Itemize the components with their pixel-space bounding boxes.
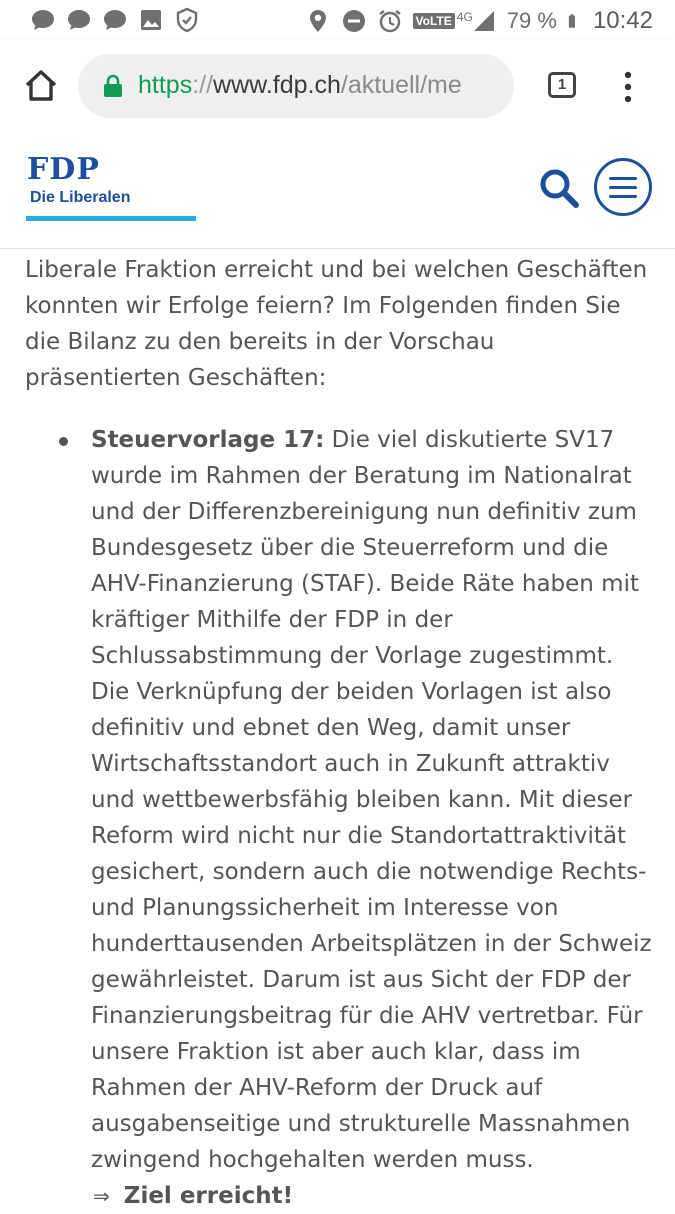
achievement-list	[25, 422, 655, 1214]
arrow-right-icon: ⇒	[93, 1184, 110, 1208]
logo-wordmark: FDP	[27, 152, 100, 187]
url-path: /aktuell/me	[340, 71, 462, 99]
chat-bubble-icon	[102, 7, 128, 33]
url-host: www.fdp.ch	[213, 71, 341, 99]
alarm-icon	[377, 8, 403, 34]
menu-line	[609, 186, 637, 189]
volte-indicator: VoLTE	[413, 13, 455, 29]
image-icon	[138, 7, 164, 33]
url-protocol: https	[138, 71, 193, 99]
search-icon[interactable]	[537, 166, 581, 210]
menu-line	[609, 195, 637, 198]
more-vert-icon[interactable]	[618, 70, 638, 104]
lock-icon	[102, 74, 124, 98]
tab-switcher-button[interactable]: 1	[548, 72, 576, 98]
network-type: 4G	[456, 10, 473, 24]
site-header	[0, 132, 675, 249]
battery-icon	[567, 8, 583, 34]
url-text[interactable]	[138, 71, 462, 100]
home-icon[interactable]	[22, 67, 60, 105]
result-text: Ziel erreicht!	[123, 1183, 294, 1209]
battery-percent: 79 %	[506, 8, 557, 33]
status-bar	[0, 0, 675, 40]
logo-tagline: Die Liberalen	[30, 189, 131, 206]
location-icon	[305, 8, 331, 34]
clock: 10:42	[592, 7, 653, 34]
do-not-disturb-icon	[341, 8, 367, 34]
logo-underline	[26, 216, 196, 221]
browser-toolbar	[0, 40, 675, 132]
item-body: Die viel diskutierte SV17 wurde im Rahmen der Beratung im Nationalrat und der Differenzbereinigung nun definitiv zum Bundesgesetz über die Steuerreform und die AHV-Finanzierung (STAF). Beide Räte haben mit kräftiger Mithilfe der FDP in der Schlussabstimmung der Vorlage zugestimmt. Die Verknüpfung der beiden Vorlagen ist also definitiv und ebnet den Weg, damit unser Wirtschaftsstandort auch in Zukunft attraktiv und wettbewerbsfähig bleiben kann. Mit dieser Reform wird nicht nur die Standortattraktivität gesichert, sondern auch die notwendige Rechts- und Planungssicherheit im Interesse von hunderttausenden Arbeitsplätzen in der Schweiz gewährleistet. Darum ist aus Sicht der FDP der Finanzierungsbeitrag für die AHV vertretbar. Für unsere Fraktion ist aber auch klar, dass im Rahmen der AHV-Reform der Druck auf ausgabenseitige und strukturelle Massnahmen zwingend hochgehalten werden muss.	[91, 427, 652, 1173]
system-icons	[305, 7, 653, 35]
url-separator: ://	[192, 71, 214, 99]
signal-icon	[471, 8, 497, 34]
bullet-icon	[59, 437, 68, 446]
chat-bubble-icon	[30, 7, 56, 33]
shield-check-icon	[174, 7, 200, 33]
notification-icons	[30, 7, 200, 33]
hamburger-menu-button[interactable]	[594, 158, 652, 216]
result-line	[91, 1178, 655, 1214]
address-bar[interactable]	[78, 54, 514, 118]
menu-line	[609, 177, 637, 180]
list-item	[91, 422, 655, 1214]
item-title: Steuervorlage 17:	[91, 427, 325, 453]
intro-paragraph: Liberale Fraktion erreicht und bei welchen Geschäften konnten wir Erfolge feiern? Im Folgenden finden Sie die Bilanz zu den bereits in der Vorschau präsentierten Geschäften:	[25, 257, 648, 391]
chat-bubble-icon	[66, 7, 92, 33]
article-body	[25, 252, 655, 1214]
